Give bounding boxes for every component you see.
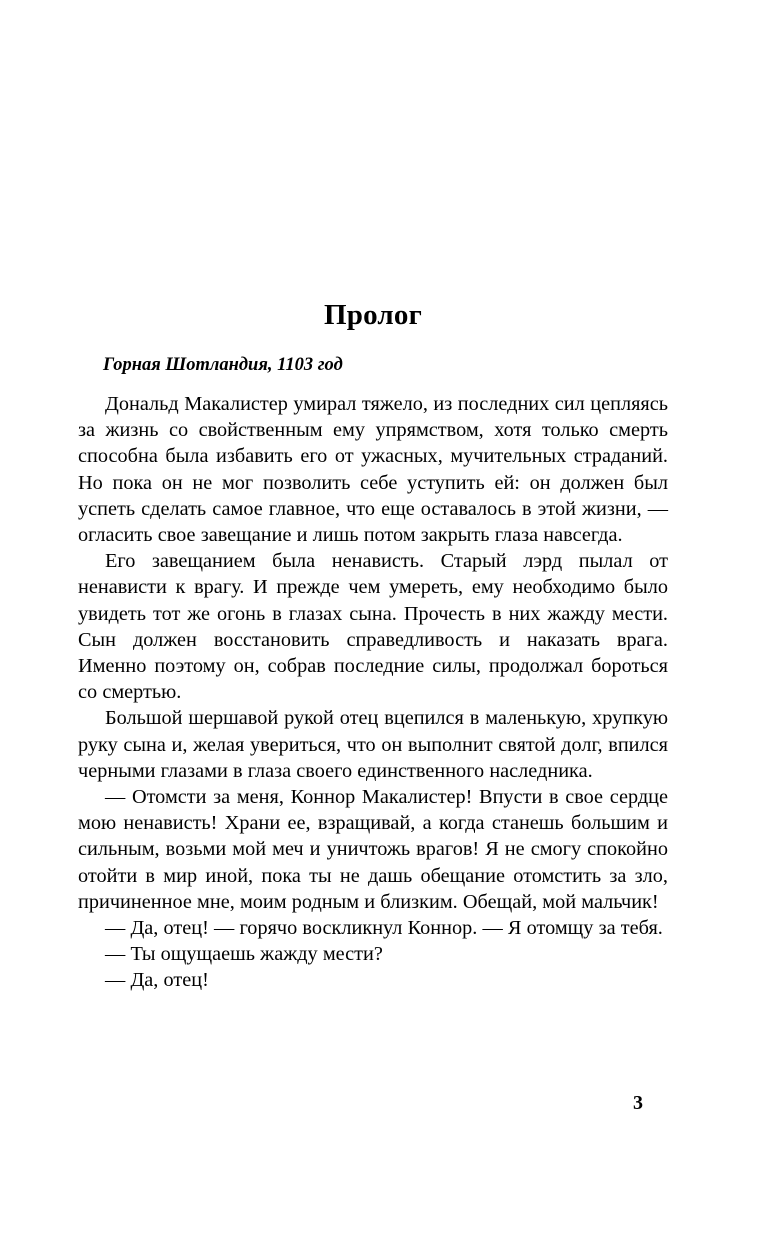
page-text-block — [78, 300, 668, 994]
chapter-place-and-date: Горная Шотландия, 1103 год — [103, 354, 343, 375]
paragraph: Большой шершавой рукой отец вцепился в маленькую, хрупкую руку сына и, желая увериться, что он выполнит святой долг, впился черными глазами в глаза своего единственного наследника. — [78, 707, 668, 782]
paragraph: Его завещанием была ненависть. Старый лэрд пылал от ненависти к врагу. И прежде чем умереть, ему необходимо было увидеть тот же огонь в глазах сына. Прочесть в них жажду мести. Сын должен восстановить справедливость и наказать врага. Именно поэтому он, собрав последние силы, продолжал бороться со смертью. — [78, 550, 668, 704]
page-number: 3 — [633, 1092, 643, 1114]
chapter-title: Пролог — [324, 299, 422, 331]
paragraph: Дональд Макалистер умирал тяжело, из последних сил цепляясь за жизнь со свойственным ему упрямством, хотя только смерть способна была избавить его от ужасных, мучительных страданий. Но пока он не мог позволить себе уступить ей: он должен был успеть сделать самое главное, что еще оставалось в этой жизни, — огласить свое завещание и лишь потом закрыть глаза навсегда. — [78, 393, 668, 547]
dialogue-line: — Да, отец! — [105, 969, 209, 992]
dialogue-line: — Да, отец! — горячо воскликнул Коннор. — Я отомщу за тебя. — [105, 917, 663, 940]
paragraph: — Отомсти за меня, Коннор Макалистер! Впусти в свое сердце мою ненависть! Храни ее, взращивай, а когда станешь большим и сильным, возьми мой меч и уничтожь врагов! Я не смогу спокойно отойти в мир иной, пока ты не дашь обещание отомстить за зло, причиненное мне, моим родным и близким. Обещай, мой мальчик! — [78, 786, 668, 913]
dialogue-line: — Ты ощущаешь жажду мести? — [105, 943, 383, 966]
